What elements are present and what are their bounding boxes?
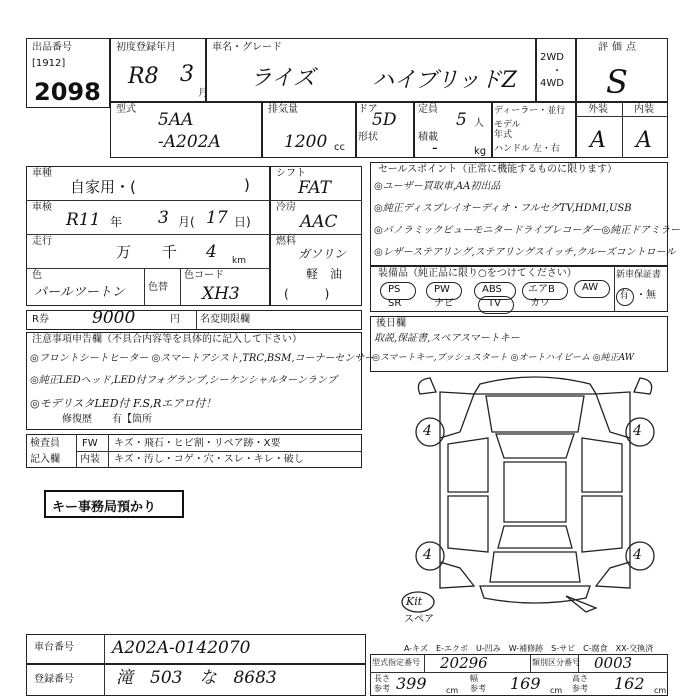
right-door-rear bbox=[582, 496, 622, 552]
height-label: 高さ bbox=[572, 674, 588, 683]
name-label: 車名・グレード bbox=[212, 42, 282, 53]
height-unit: cm bbox=[654, 686, 667, 695]
type-close: ) bbox=[244, 176, 250, 194]
length-unit: cm bbox=[446, 686, 459, 695]
shape-label: 形状 bbox=[358, 132, 378, 143]
equip-pw: PW bbox=[434, 284, 450, 295]
wheel-mark-fl: 4 bbox=[423, 423, 432, 439]
warranty-yes: 有 bbox=[619, 290, 629, 301]
year-unit: 年 bbox=[110, 215, 123, 229]
drive-dot: ・ bbox=[552, 66, 562, 77]
left-door-front bbox=[448, 438, 488, 492]
reg-value: 滝 503 な 8683 bbox=[116, 668, 277, 688]
key-stamp-text: キー事務局預かり bbox=[52, 500, 157, 515]
color-code-label: 色コード bbox=[184, 270, 224, 281]
equipment-title: 装備品（純正品に限り○をつけてください） bbox=[378, 268, 577, 279]
wheel-mark-fr: 4 bbox=[633, 423, 642, 439]
inspection-label: 車検 bbox=[32, 202, 52, 213]
equip-abs: ABS bbox=[482, 284, 502, 295]
sales-item-4: ◎レザーステアリング,ステアリングスイッチ,クルーズコントロール bbox=[374, 247, 676, 258]
mileage-value: 4 bbox=[206, 242, 217, 262]
type-label: 車種 bbox=[32, 168, 52, 179]
width-unit: cm bbox=[550, 686, 563, 695]
chassis-value: A202A-0142070 bbox=[112, 638, 251, 658]
lot-code: [1912] bbox=[32, 58, 66, 69]
day-unit: 日) bbox=[234, 215, 251, 229]
after-line-1: 取説,保証書,スペアスマートキー bbox=[374, 333, 520, 344]
recycle-note: 名変期限欄 bbox=[200, 314, 250, 325]
score-label: 評価点 bbox=[598, 42, 640, 53]
doors-label: ドア bbox=[358, 104, 378, 115]
inspection-day: 17 bbox=[206, 208, 228, 228]
type-value: 自家用・( bbox=[70, 178, 136, 196]
fuel-other: ( ) bbox=[284, 287, 330, 301]
hood bbox=[486, 396, 584, 432]
wheel-mark-rl: 4 bbox=[423, 547, 432, 563]
height-ref: 参考 bbox=[572, 684, 588, 693]
recycle-box bbox=[26, 310, 362, 330]
score-value: S bbox=[606, 63, 628, 101]
interior-insp-label: 内装 bbox=[80, 454, 100, 465]
handle-label: ハンドル 左・右 bbox=[494, 144, 560, 154]
cert-vline-2 bbox=[530, 654, 531, 672]
width-value: 169 bbox=[510, 674, 541, 693]
cert-hline bbox=[370, 672, 668, 673]
equip-airb: エアB bbox=[528, 284, 555, 295]
displacement-value: 1200 bbox=[284, 132, 328, 152]
interior-items: キズ・汚し・コゲ・穴・スレ・キレ・破し bbox=[114, 454, 304, 465]
length-label: 長さ bbox=[374, 674, 390, 683]
color-value: パールツートン bbox=[34, 285, 125, 300]
height-value: 162 bbox=[614, 674, 645, 693]
fuel-label: 燃料 bbox=[276, 236, 296, 247]
front-bumper bbox=[474, 377, 596, 394]
class-label: 類別区分番号 bbox=[532, 658, 580, 667]
vh-line-2 bbox=[26, 234, 270, 235]
color-code-divider bbox=[180, 268, 181, 306]
ext-int-divider bbox=[622, 102, 623, 158]
sales-item-2: ◎純正ディスプレイオーディオ・フルセグTV,HDMI,USB bbox=[374, 203, 632, 214]
roof bbox=[504, 462, 566, 522]
notes-line-3: ◎モデリスタLED付 F.S,Rエアロ付！ bbox=[30, 397, 217, 410]
yen-unit: 円 bbox=[170, 314, 180, 325]
left-side bbox=[440, 392, 474, 588]
repair-label: 修復歴 bbox=[62, 414, 92, 425]
vh-line-3 bbox=[26, 268, 270, 269]
car-name: ライズ bbox=[250, 66, 316, 91]
capacity-label: 定員 bbox=[418, 104, 438, 115]
equip-ps: PS bbox=[388, 284, 401, 295]
recycle-label: R券 bbox=[32, 314, 49, 325]
man-unit: 万 bbox=[116, 243, 132, 261]
diagram-legend: A-キズ E-エクボ U-凹み W-補修跡 S-サビ C-腐食 XX-交換済 bbox=[404, 644, 654, 653]
exterior-label: 外装 bbox=[588, 104, 608, 115]
after-line-2: ◎スマートキー,プッシュスタート ◎オートハイビーム ◎純正AW bbox=[372, 353, 634, 363]
warranty-label: 新車保証書 bbox=[616, 270, 662, 280]
warranty-divider bbox=[614, 266, 615, 312]
spare-label: スペア bbox=[404, 614, 434, 625]
sales-item-1: ◎ユーザー買取車,AA初出品 bbox=[374, 181, 501, 192]
trunk bbox=[490, 552, 580, 582]
type-cert-value: 20296 bbox=[440, 654, 488, 672]
interior-label: 内装 bbox=[634, 104, 654, 115]
first-reg-label: 初度登録年月 bbox=[116, 42, 176, 53]
inspector-label: 検査員 bbox=[30, 438, 60, 449]
length-value: 399 bbox=[396, 674, 427, 693]
left-mirror bbox=[418, 378, 436, 394]
ac-label: 冷房 bbox=[276, 202, 296, 213]
warranty-no: ・無 bbox=[636, 290, 656, 301]
payload-label: 積載 bbox=[418, 132, 438, 143]
windshield bbox=[496, 434, 574, 458]
color-code: XH3 bbox=[202, 284, 240, 304]
recycle-divider bbox=[196, 310, 197, 330]
mileage-label: 走行 bbox=[32, 236, 52, 247]
exterior-value: A bbox=[590, 128, 606, 153]
class-value: 0003 bbox=[594, 654, 633, 672]
drive-4wd: 4WD bbox=[540, 78, 564, 89]
fuel-diesel: 軽 油 bbox=[306, 267, 343, 281]
width-label: 幅 bbox=[470, 674, 478, 683]
fw-items: キズ・飛石・ヒビ割・リペア跡・X要 bbox=[114, 438, 281, 449]
right-mirror bbox=[634, 378, 652, 394]
shift-value: FAT bbox=[298, 178, 332, 198]
month-unit-2: 月( bbox=[178, 215, 195, 229]
doors-value: 5D bbox=[372, 110, 397, 130]
sales-item-3: ◎パノラミックビューモニタードライブレコーダー◎純正ドアミラー bbox=[374, 225, 680, 236]
equip-leather: カワ bbox=[530, 298, 550, 309]
inspector-vline-2 bbox=[108, 434, 109, 468]
rear-glass bbox=[498, 526, 572, 548]
model-2: -A202A bbox=[158, 132, 221, 152]
inspector-hline bbox=[76, 451, 362, 452]
notes-line-2: ◎純正LEDヘッド,LED付フォグランプ,シーケンシャルターンランプ bbox=[30, 375, 337, 386]
model-1: 5AA bbox=[158, 110, 194, 130]
cert-vline-1 bbox=[424, 654, 425, 672]
ac-value: AAC bbox=[300, 212, 338, 232]
capacity-value: 5 bbox=[456, 110, 467, 130]
lot-number: 2098 bbox=[34, 78, 101, 106]
dealer-label: ディーラー・並行 bbox=[494, 106, 566, 116]
spare-mark: Kit bbox=[406, 595, 423, 608]
inspector-vline-1 bbox=[76, 434, 77, 468]
notes-title: 注意事項申告欄（不具合内容等を具体的に記入して下さい） bbox=[32, 334, 302, 345]
reg-divider bbox=[104, 664, 105, 696]
drive-2wd: 2WD bbox=[540, 52, 564, 63]
notes-line-1: ◎フロントシートヒーター ◎スマートアシスト,TRC,BSM,コーナーセンサー bbox=[30, 353, 375, 364]
first-reg-month: 3 bbox=[180, 62, 194, 87]
fw-label: FW bbox=[82, 438, 98, 449]
cc-unit: cc bbox=[334, 142, 345, 153]
left-door-rear bbox=[448, 496, 488, 552]
recycle-value: 9000 bbox=[92, 308, 136, 328]
car-diagram bbox=[400, 372, 670, 622]
km-unit: km bbox=[232, 256, 246, 266]
model-year-label-1: モデル bbox=[494, 120, 521, 130]
color-divider bbox=[144, 268, 145, 306]
vh-line-1 bbox=[26, 200, 270, 201]
wheel-mark-rr: 4 bbox=[633, 547, 642, 563]
equip-aw: AW bbox=[582, 282, 599, 293]
sales-title: セールスポイント（正常に機能するものに限ります） bbox=[378, 164, 618, 175]
after-title: 後日欄 bbox=[376, 318, 406, 329]
model-label: 型式 bbox=[116, 104, 136, 115]
equip-navi: ナビ bbox=[434, 298, 454, 309]
first-reg-year: R8 bbox=[128, 64, 159, 89]
repair-value: 有【箇所 bbox=[112, 414, 152, 425]
right-door-front bbox=[582, 438, 622, 492]
entry-label: 記入欄 bbox=[30, 454, 60, 465]
length-ref: 参考 bbox=[374, 684, 390, 693]
after-box bbox=[370, 316, 668, 372]
inspection-month: 3 bbox=[158, 208, 169, 228]
ext-int-hline bbox=[576, 116, 668, 117]
equip-sr: SR bbox=[388, 298, 402, 309]
person-unit: 人 bbox=[474, 118, 484, 129]
shift-label: シフト bbox=[276, 168, 306, 179]
color-label: 色 bbox=[32, 270, 42, 281]
type-cert-label: 型式指定番号 bbox=[372, 658, 420, 667]
kg-unit: kg bbox=[474, 146, 487, 157]
grade: ハイブリッドZ bbox=[372, 68, 517, 93]
equip-tv: TV bbox=[488, 298, 501, 309]
shift-line-2 bbox=[270, 234, 362, 235]
displacement-label: 排気量 bbox=[268, 104, 298, 115]
chassis-divider bbox=[104, 634, 105, 664]
sen-unit: 千 bbox=[162, 243, 178, 261]
fuel-gasoline: ガソリン bbox=[298, 247, 347, 261]
reg-label: 登録番号 bbox=[34, 674, 74, 685]
width-ref: 参考 bbox=[470, 684, 486, 693]
rear-bumper bbox=[480, 586, 590, 603]
shift-line-1 bbox=[270, 200, 362, 201]
right-side bbox=[596, 392, 630, 588]
lot-label: 出品番号 bbox=[32, 42, 72, 53]
color-change-label: 色替 bbox=[148, 282, 168, 293]
payload-value: - bbox=[432, 138, 438, 158]
interior-value: A bbox=[636, 128, 652, 153]
chassis-label: 車台番号 bbox=[34, 642, 74, 653]
inspection-era: R11 bbox=[66, 210, 101, 230]
model-year-label-2: 年式 bbox=[494, 130, 513, 140]
month-unit: 月 bbox=[198, 88, 208, 99]
